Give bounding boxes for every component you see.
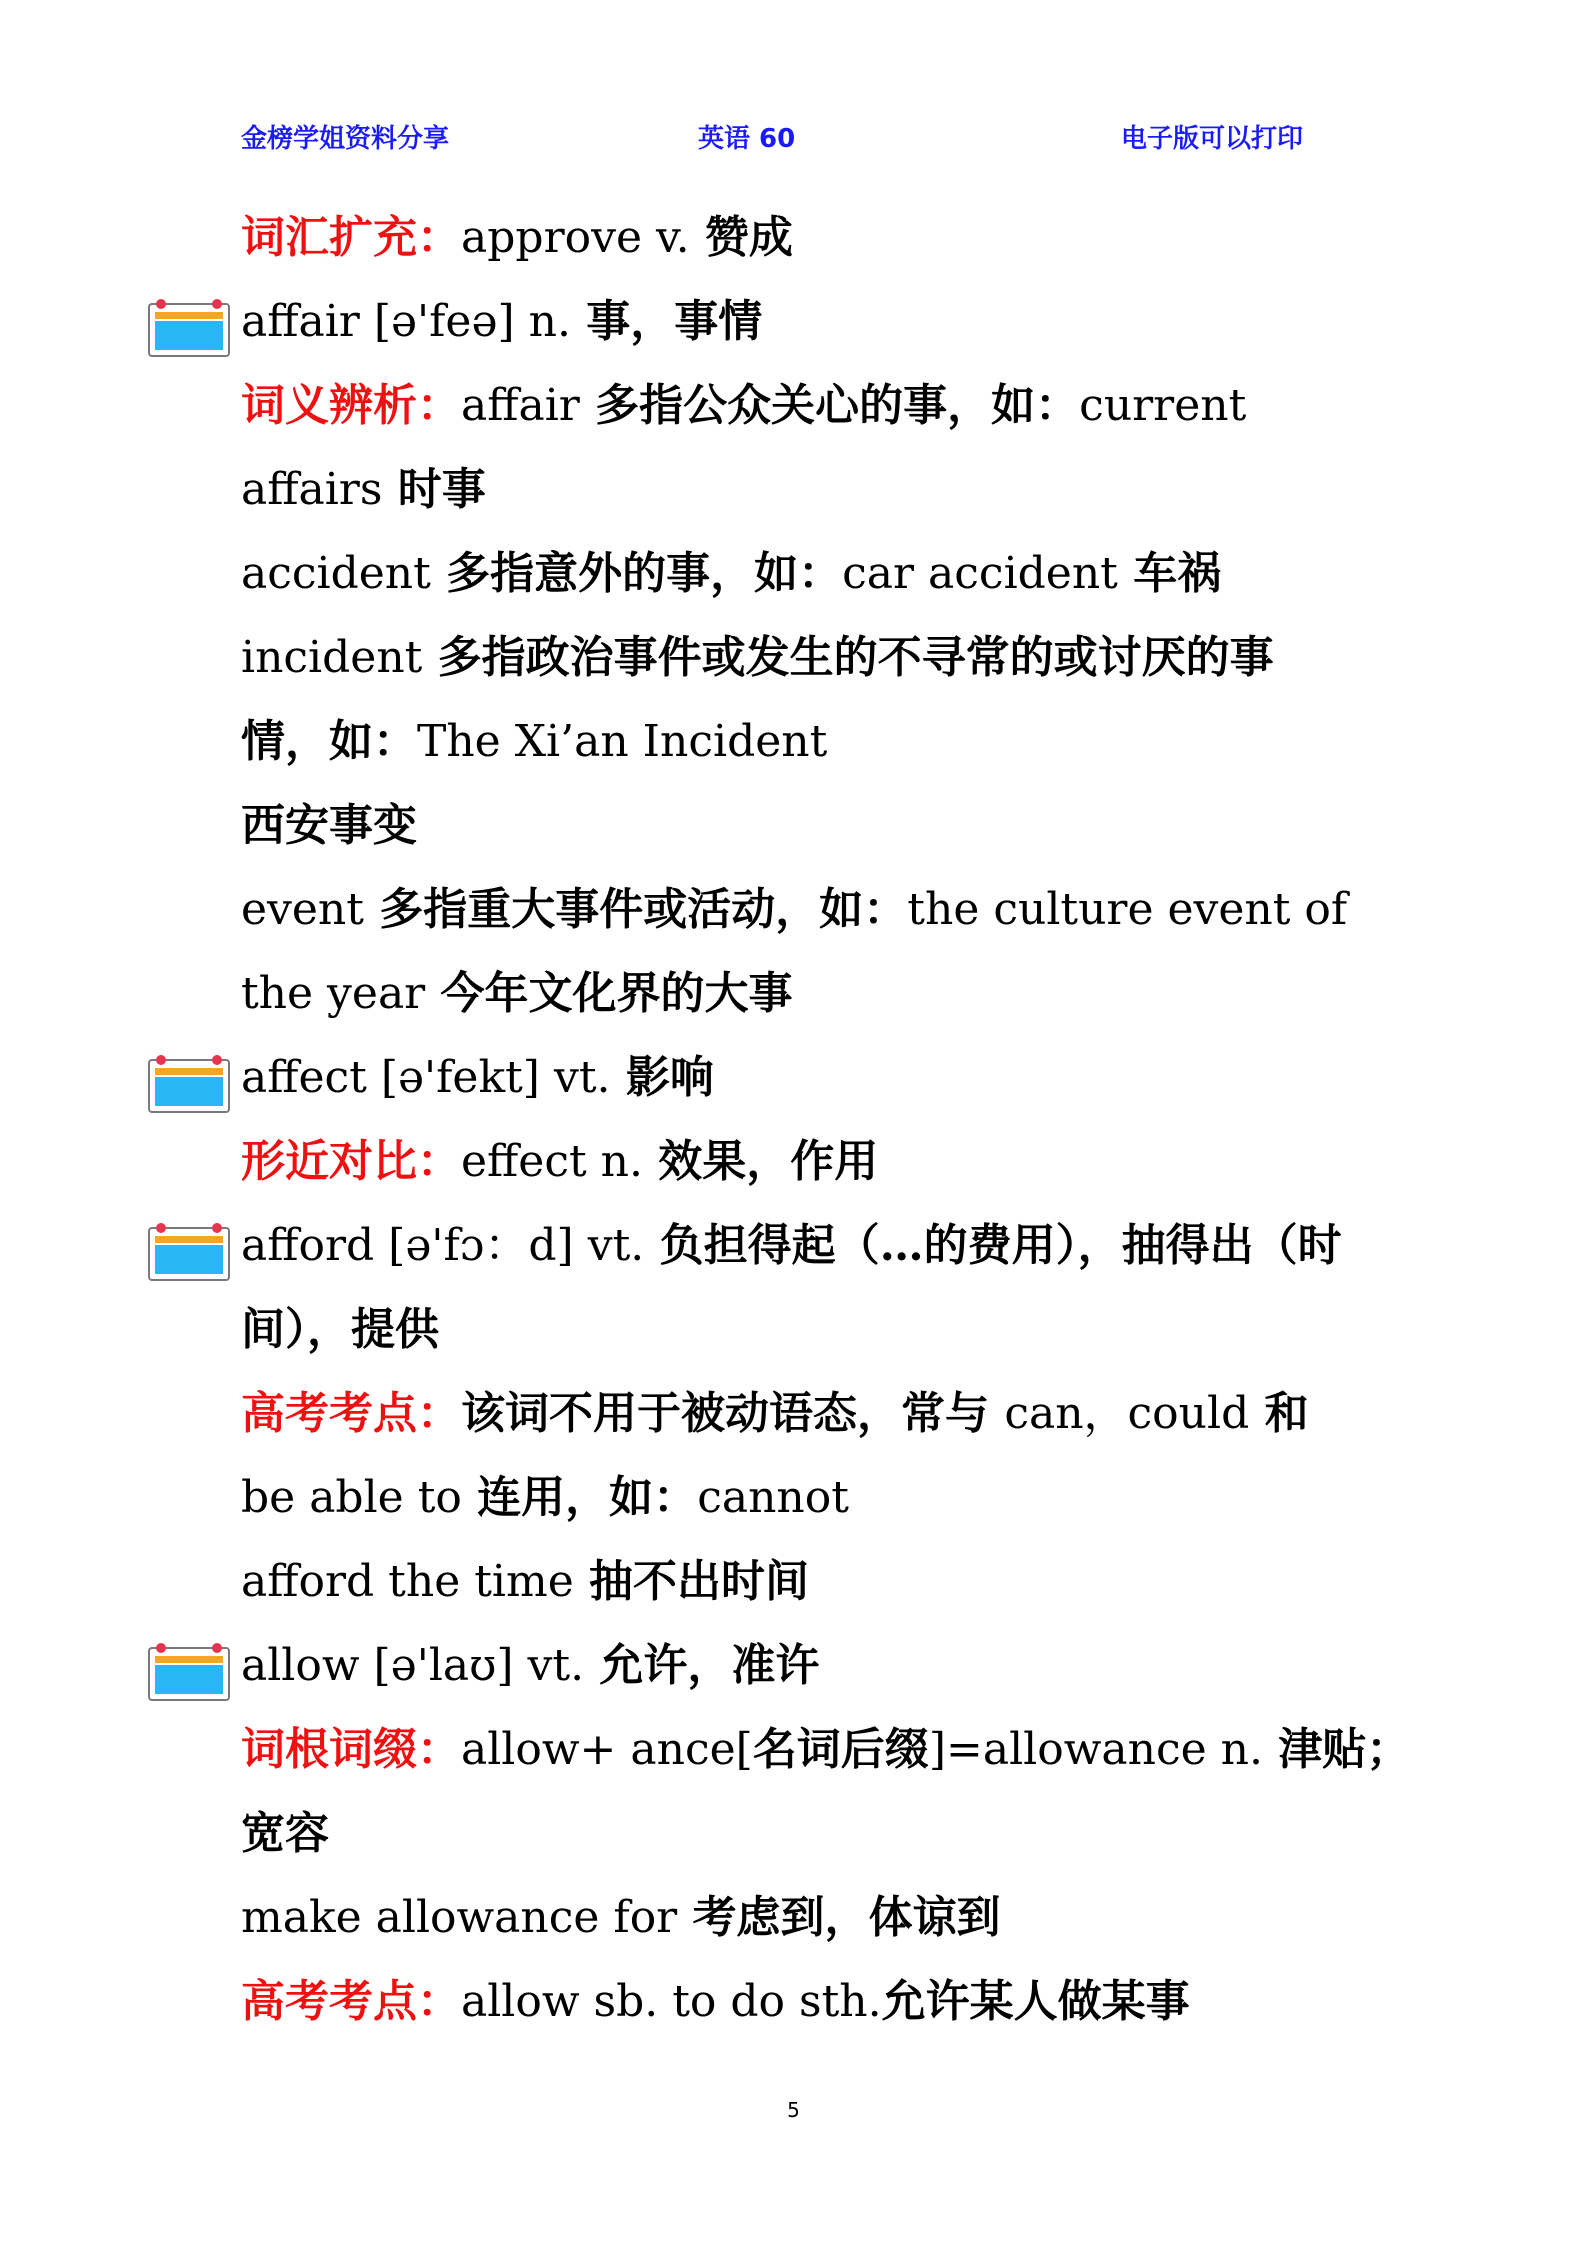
english-text: approve v. [461,212,690,263]
entry-line [241,952,1356,1036]
english-text: be able to [241,1472,462,1523]
entry-line [241,1288,1356,1372]
chinese-text: 允许，准许 [584,1640,820,1691]
section-label: 高考考点： [241,1976,461,2027]
entry-line [241,1792,1356,1876]
chinese-text: 考虑到，体谅到 [677,1892,1001,1943]
entry-line [241,1960,1356,2044]
entry-line [241,1540,1356,1624]
chinese-text: 多指重大事件或活动，如： [363,884,908,935]
entry-line [241,1120,1356,1204]
english-text: afford the time [241,1556,574,1607]
calendar-icon [147,298,231,358]
english-text: allow [ə'laʊ] vt. [241,1640,585,1691]
entry-line [241,1876,1356,1960]
chinese-text: 允许某人做某事 [881,1976,1190,2027]
english-text: accident [241,548,431,599]
english-text: the year [241,968,426,1019]
entry-line [241,1372,1356,1456]
entry-line [241,868,1356,952]
entry-line [241,1624,1356,1708]
section-label: 词汇扩充： [241,212,461,263]
entry-line [241,1708,1411,1792]
english-text: make allowance for [241,1892,678,1943]
chinese-text: 该词不用于被动语态，常与 [461,1388,1005,1439]
english-text: event [241,884,364,935]
calendar-icon [147,1642,231,1702]
header-left-text: 金榜学姐资料分享 [241,124,450,154]
english-text: effect n. [461,1136,643,1187]
chinese-text: 多指意外的事，如： [430,548,843,599]
entry-line [241,280,1356,364]
english-text: current [1079,380,1247,431]
chinese-text: 津贴； [1262,1724,1411,1775]
entry-line [241,364,1356,448]
english-text: affect [ə'fekt] vt. [241,1052,611,1103]
entry-line [241,532,1356,616]
chinese-text: 影响 [610,1052,714,1103]
chinese-text: 和 [1249,1388,1309,1439]
english-text: allow+ ance[ [461,1724,753,1775]
english-text: The Xi’an Incident [417,716,828,767]
page-header [0,118,1587,158]
english-text: ]=allowance n. [928,1724,1263,1775]
english-text: car accident [842,548,1118,599]
chinese-text: 名词后缀 [752,1724,929,1775]
chinese-text: 时事 [382,464,486,515]
entry-line [241,616,1356,700]
chinese-text: 连用，如： [461,1472,698,1523]
english-text: affair [ə'feə] n. [241,296,571,347]
english-text: cannot [697,1472,849,1523]
entry-line [241,448,1356,532]
entry-line [241,1456,1356,1540]
chinese-text: 西安事变 [241,800,417,851]
section-label: 形近对比： [241,1136,461,1187]
calendar-icon [147,1222,231,1282]
chinese-text: 间），提供 [241,1304,439,1355]
english-text: affairs [241,464,383,515]
english-text: can，could [1004,1388,1250,1439]
entry-line [241,784,1356,868]
entry-line [241,1204,1356,1288]
english-text: affair [461,380,580,431]
chinese-text: 效果，作用 [642,1136,879,1187]
english-text: allow sb. to do sth. [461,1976,882,2027]
english-text: incident [241,632,423,683]
chinese-text: 多指公众关心的事，如： [579,380,1080,431]
section-label: 词义辨析： [241,380,461,431]
chinese-text: 负担得起（…的费用），抽得出（时 [644,1220,1342,1271]
chinese-text: 宽容 [241,1808,329,1859]
chinese-text: 事，事情 [570,296,763,347]
vocabulary-content [241,196,1411,2044]
header-right-text: 电子版可以打印 [1121,124,1304,154]
english-text: the culture event of [907,884,1348,935]
page-number: 5 [787,2098,800,2122]
english-text: afford [ə'fɔ：d] vt. [241,1220,645,1271]
chinese-text: 赞成 [689,212,793,263]
chinese-text: 多指政治事件或发生的不寻常的或讨厌的事 [422,632,1274,683]
header-center-text: 英语 60 [698,124,796,154]
chinese-text: 情，如： [241,716,417,767]
chinese-text: 抽不出时间 [573,1556,810,1607]
entry-line [241,196,1356,280]
chinese-text: 车祸 [1117,548,1222,599]
chinese-text: 今年文化界的大事 [425,968,793,1019]
entry-line [241,1036,1356,1120]
section-label: 高考考点： [241,1388,461,1439]
entry-line [241,700,1356,784]
calendar-icon [147,1054,231,1114]
section-label: 词根词缀： [241,1724,461,1775]
